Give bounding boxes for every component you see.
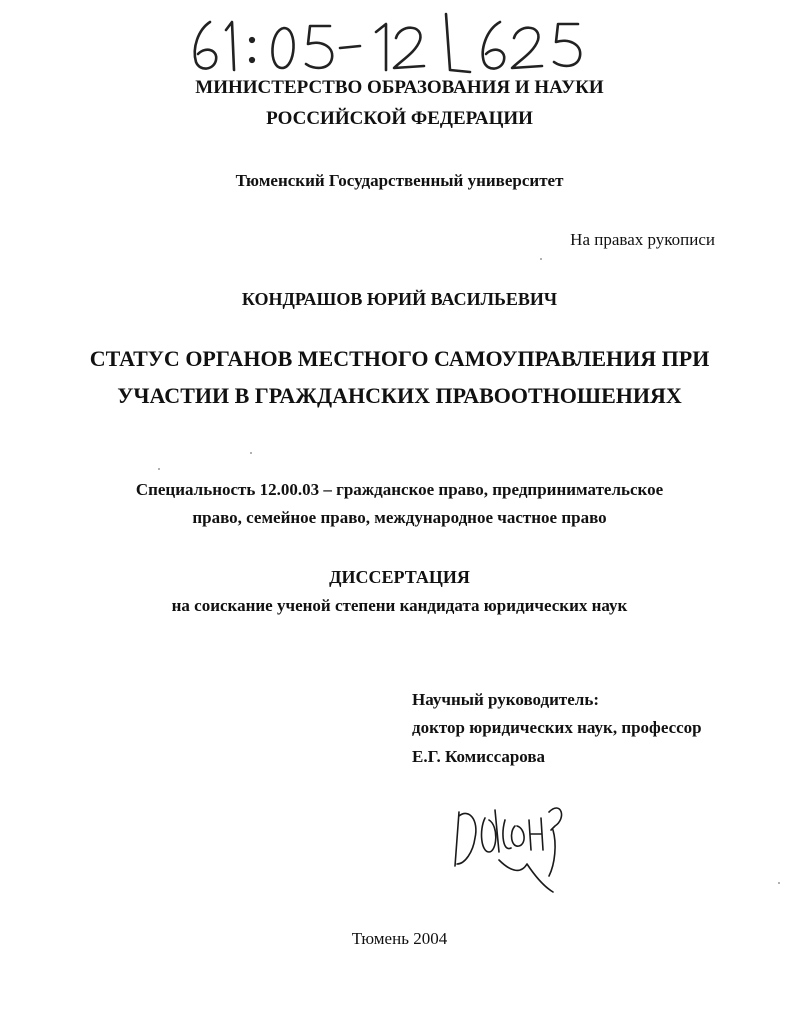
specialty-line-1: Специальность 12.00.03 – гражданское право, предпринимательское [135, 480, 664, 499]
dissertation-title-line-2: УЧАСТИИ В ГРАЖДАНСКИХ ПРАВООТНОШЕНИЯХ [117, 383, 682, 408]
author-name: КОНДРАШОВ ЮРИЙ ВАСИЛЬЕВИЧ [241, 289, 558, 309]
dissertation-heading: ДИССЕРТАЦИЯ [329, 567, 470, 587]
ministry-line-1: МИНИСТЕРСТВО ОБРАЗОВАНИЯ И НАУКИ [195, 77, 604, 98]
manuscript-rights-note: На правах рукописи [570, 230, 715, 249]
scan-speck [250, 452, 252, 454]
supervisor-name: Е.Г. Комиссарова [412, 747, 546, 766]
university-name: Тюменский Государственный университет [235, 171, 564, 190]
supervisor-credentials: доктор юридических наук, профессор [412, 718, 702, 737]
degree-line: на соискание ученой степени кандидата юридических наук [171, 596, 628, 615]
scan-speck [778, 882, 780, 884]
dissertation-title-line-1: СТАТУС ОРГАНОВ МЕСТНОГО САМОУПРАВЛЕНИЯ ПРИ [89, 346, 710, 371]
ministry-line-2: РОССИЙСКОЙ ФЕДЕРАЦИИ [266, 108, 533, 129]
scan-speck [540, 258, 542, 260]
scan-speck [158, 468, 160, 470]
supervisor-label: Научный руководитель: [412, 690, 599, 709]
city-year: Тюмень 2004 [351, 929, 448, 948]
specialty-line-2: право, семейное право, международное частное право [192, 508, 607, 527]
handwritten-archive-code [180, 8, 600, 80]
handwritten-signature [445, 790, 595, 895]
